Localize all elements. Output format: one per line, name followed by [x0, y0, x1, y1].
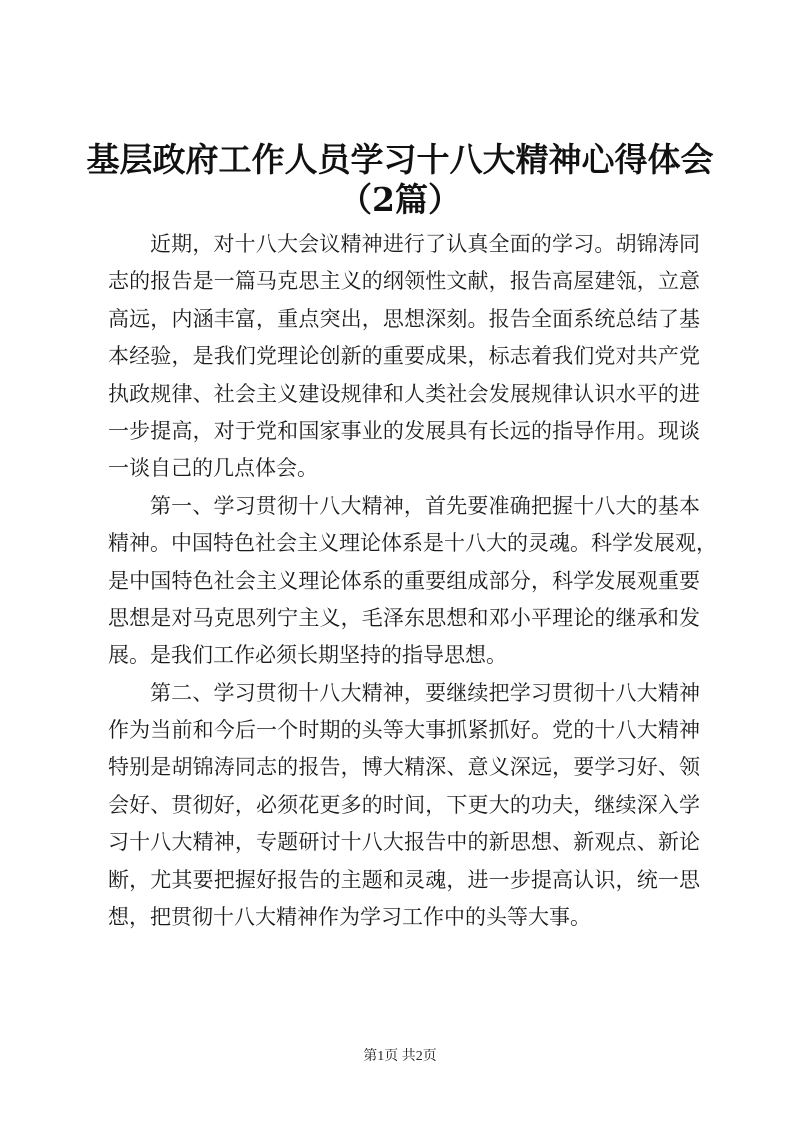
paragraph — [108, 675, 700, 937]
paragraph-line: 习十八大精神，专题研讨十八大报告中的新思想、新观点、新论 — [108, 830, 700, 855]
paragraph — [108, 226, 700, 488]
document-body — [108, 226, 717, 936]
paragraph-line: 是中国特色社会主义理论体系的重要组成部分，科学发展观重要 — [108, 568, 700, 593]
paragraph-line: 想，把贯彻十八大精神作为学习工作中的头等大事。 — [108, 905, 591, 930]
paragraph-line: 断，尤其要把握好报告的主题和灵魂，进一步提高认识，统一思 — [108, 867, 700, 892]
paragraph-line: 一谈自己的几点体会。 — [108, 456, 318, 481]
paragraph-line: 志的报告是一篇马克思主义的纲领性文献，报告高屋建瓴，立意 — [108, 269, 700, 294]
paragraph — [108, 488, 717, 675]
document-subtitle: （2篇） — [339, 180, 461, 219]
paragraph-line: 高远，内涵丰富，重点突出，思想深刻。报告全面系统总结了基 — [108, 306, 700, 331]
document-title: 基层政府工作人员学习十八大精神心得体会 — [86, 140, 714, 179]
paragraph-line: 执政规律、社会主义建设规律和人类社会发展规律认识水平的进 — [108, 381, 700, 406]
paragraph-line: 特别是胡锦涛同志的报告，博大精深、意义深远，要学习好、领 — [108, 755, 700, 780]
paragraph-line: 精神。中国特色社会主义理论体系是十八大的灵魂。科学发展观， — [108, 531, 717, 556]
paragraph-line: 第一、学习贯彻十八大精神，首先要准确把握十八大的基本 — [150, 493, 700, 518]
paragraph-line: 第二、学习贯彻十八大精神，要继续把学习贯彻十八大精神 — [150, 680, 700, 705]
page-footer: 第1页 共2页 — [363, 1049, 437, 1064]
paragraph-line: 会好、贯彻好，必须花更多的时间，下更大的功夫，继续深入学 — [108, 792, 700, 817]
paragraph-line: 近期，对十八大会议精神进行了认真全面的学习。胡锦涛同 — [150, 232, 700, 256]
paragraph-line: 本经验，是我们党理论创新的重要成果，标志着我们党对共产党 — [108, 344, 700, 369]
paragraph-line: 思想是对马克思列宁主义，毛泽东思想和邓小平理论的继承和发 — [108, 605, 700, 630]
paragraph-line: 作为当前和今后一个时期的头等大事抓紧抓好。党的十八大精神 — [108, 718, 700, 743]
paragraph-line: 展。是我们工作必须长期坚持的指导思想。 — [108, 643, 507, 668]
paragraph-line: 一步提高，对于党和国家事业的发展具有长远的指导作用。现谈 — [108, 418, 700, 443]
